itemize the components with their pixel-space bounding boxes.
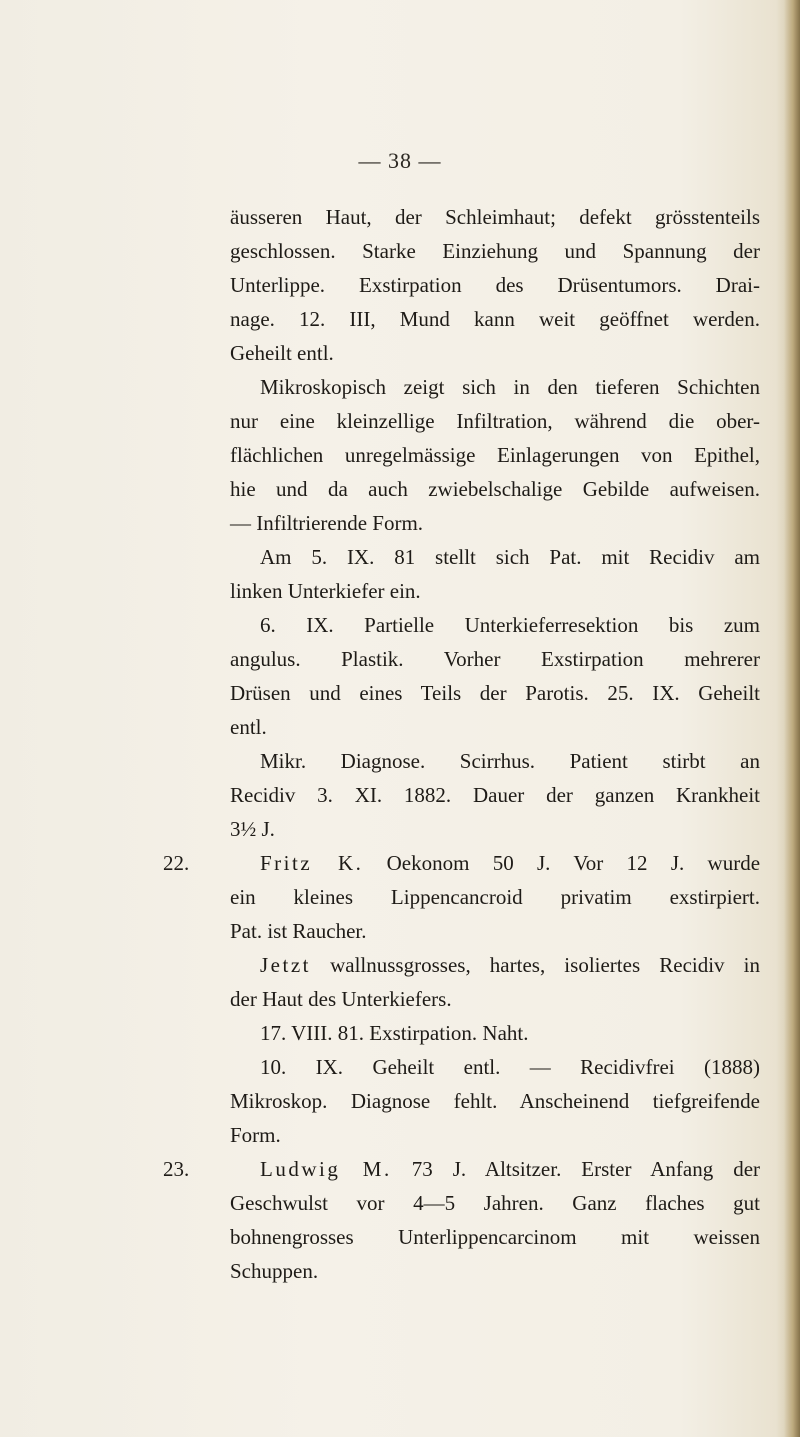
case-number: 22. bbox=[163, 851, 190, 875]
text-line bbox=[230, 948, 760, 982]
text-line: nage. 12. III, Mund kann weit geöffnet werden. bbox=[230, 307, 760, 331]
page-edge-shadow bbox=[784, 0, 800, 1437]
text-line: Geheilt entl. bbox=[230, 341, 334, 365]
text-line: flächlichen unregelmässige Einlagerungen von Epithel, bbox=[230, 443, 760, 467]
text-line: äusseren Haut, der Schleimhaut; defekt grösstenteils bbox=[230, 205, 760, 229]
text-line: der Haut des Unterkiefers. bbox=[230, 987, 452, 1011]
patient-name: Fritz K. bbox=[260, 851, 364, 875]
text-line: Unterlippe. Exstirpation des Drüsentumors. Drai- bbox=[230, 273, 760, 297]
text-line: Mikr. Diagnose. Scirrhus. Patient stirbt an bbox=[260, 749, 760, 773]
spaced-word: Jetzt bbox=[260, 953, 311, 977]
text-line: bohnengrosses Unterlippencarcinom mit weissen bbox=[230, 1225, 760, 1249]
text-line: — Infiltrierende Form. bbox=[230, 511, 424, 535]
text-line: 3½ J. bbox=[230, 817, 275, 841]
text-line: Mikroskop. Diagnose fehlt. Anscheinend tiefgreifende bbox=[230, 1089, 760, 1113]
body-text bbox=[163, 200, 761, 1288]
page-number: — 38 — bbox=[358, 148, 442, 173]
text-line: 17. VIII. 81. Exstirpation. Naht. bbox=[260, 1021, 529, 1045]
text-line: ein kleines Lippencancroid privatim exstirpiert. bbox=[230, 885, 760, 909]
text-line: nur eine kleinzellige Infiltration, während die ober- bbox=[230, 409, 760, 433]
text-line: Recidiv 3. XI. 1882. Dauer der ganzen Krankheit bbox=[230, 783, 760, 807]
text-fragment: Oekonom 50 J. Vor 12 J. wurde bbox=[386, 851, 761, 875]
case-entry-line bbox=[163, 1152, 761, 1186]
text-line: Geschwulst vor 4—5 Jahren. Ganz flaches gut bbox=[230, 1191, 760, 1215]
text-line: entl. bbox=[230, 715, 267, 739]
patient-name: Ludwig M. bbox=[260, 1157, 392, 1181]
text-line: Am 5. IX. 81 stellt sich Pat. mit Recidiv am bbox=[260, 545, 760, 569]
text-line: hie und da auch zwiebelschalige Gebilde aufweisen. bbox=[230, 477, 760, 501]
text-fragment: wallnussgrosses, hartes, isoliertes Recidiv in bbox=[330, 953, 761, 977]
case-entry-line bbox=[163, 846, 761, 880]
text-line: Form. bbox=[230, 1123, 281, 1147]
case-number: 23. bbox=[163, 1157, 190, 1181]
text-line: angulus. Plastik. Vorher Exstirpation mehrerer bbox=[230, 647, 760, 671]
text-line: 10. IX. Geheilt entl. — Recidivfrei (1888) bbox=[260, 1055, 760, 1079]
text-fragment: 73 J. Altsitzer. Erster Anfang der bbox=[411, 1157, 761, 1181]
text-line: Pat. ist Raucher. bbox=[230, 919, 367, 943]
text-line: linken Unterkiefer ein. bbox=[230, 579, 421, 603]
text-line: Drüsen und eines Teils der Parotis. 25. IX. Geheilt bbox=[230, 681, 760, 705]
text-line: Schuppen. bbox=[230, 1259, 319, 1283]
text-line: 6. IX. Partielle Unterkieferresektion bis zum bbox=[260, 613, 760, 637]
text-line: geschlossen. Starke Einziehung und Spannung der bbox=[230, 239, 760, 263]
text-line: Mikroskopisch zeigt sich in den tieferen Schichten bbox=[260, 375, 760, 399]
